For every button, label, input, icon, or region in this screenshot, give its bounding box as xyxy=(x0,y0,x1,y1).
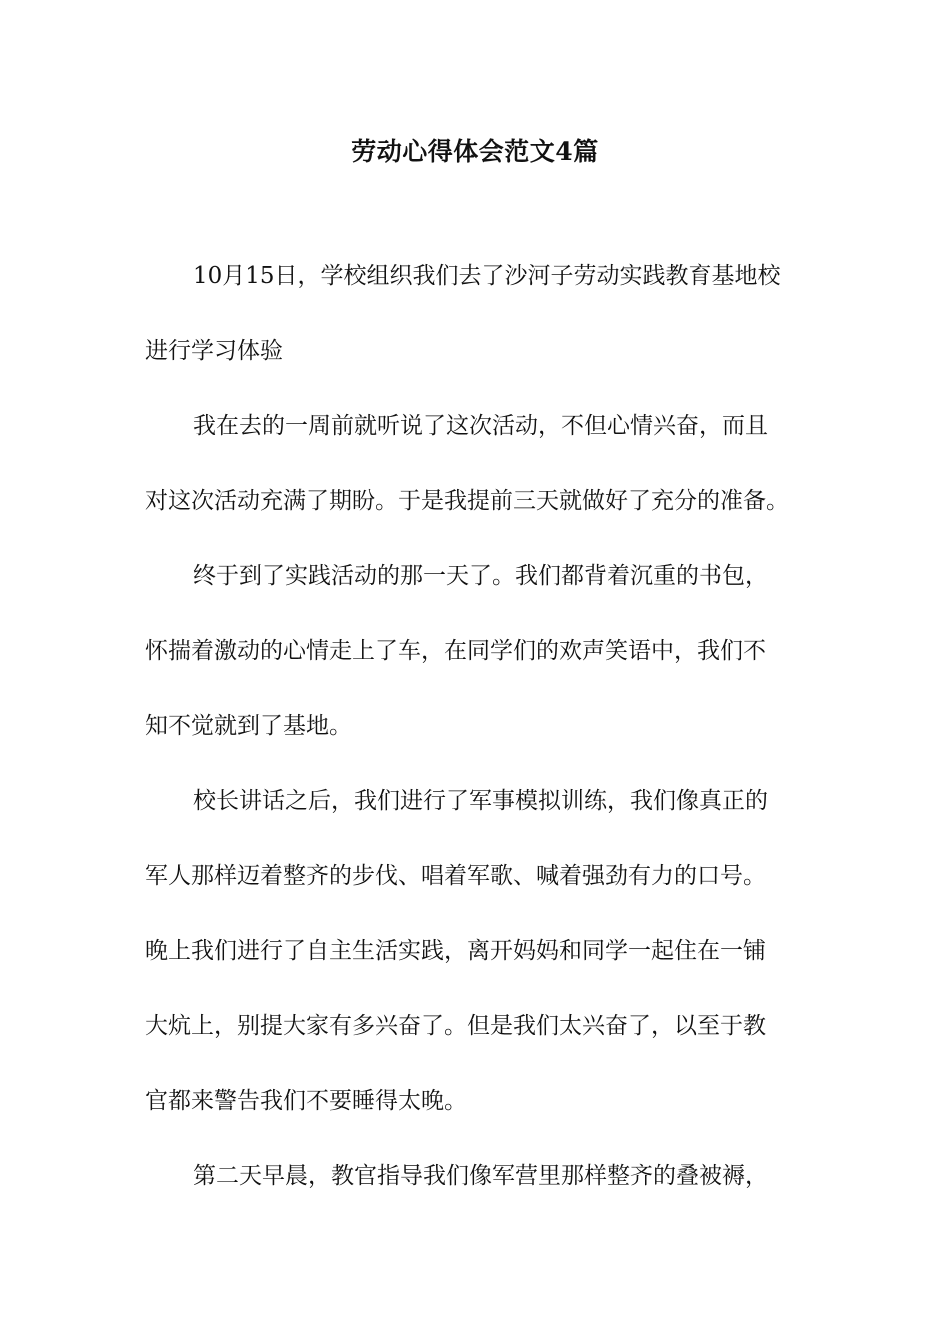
document-body xyxy=(145,256,807,1231)
text-line: 第二天早晨，教官指导我们像军营里那样整齐的叠被褥， xyxy=(193,1163,768,1189)
text-line: 晚上我们进行了自主生活实践，离开妈妈和同学一起住在一铺 xyxy=(145,938,766,964)
text-line: 我在去的一周前就听说了这次活动，不但心情兴奋，而且 xyxy=(193,413,768,439)
text-line: 大炕上，别提大家有多兴奋了。但是我们太兴奋了，以至于教 xyxy=(145,1013,766,1039)
document-title: 劳动心得体会范文4篇 xyxy=(351,137,599,166)
text-line: 知不觉就到了基地。 xyxy=(145,713,352,739)
text-line: 进行学习体验 xyxy=(145,338,283,364)
text-line: 怀揣着激动的心情走上了车，在同学们的欢声笑语中，我们不 xyxy=(145,638,766,664)
text-line: 终于到了实践活动的那一天了。我们都背着沉重的书包， xyxy=(193,563,768,589)
text-line: 校长讲话之后，我们进行了军事模拟训练，我们像真正的 xyxy=(193,788,768,814)
text-line: 10月15日，学校组织我们去了沙河子劳动实践教育基地校 xyxy=(193,263,781,289)
text-line: 对这次活动充满了期盼。于是我提前三天就做好了充分的准备。 xyxy=(145,488,789,514)
text-line: 军人那样迈着整齐的步伐、唱着军歌、喊着强劲有力的口号。 xyxy=(145,863,766,889)
text-line: 官都来警告我们不要睡得太晚。 xyxy=(145,1088,467,1114)
